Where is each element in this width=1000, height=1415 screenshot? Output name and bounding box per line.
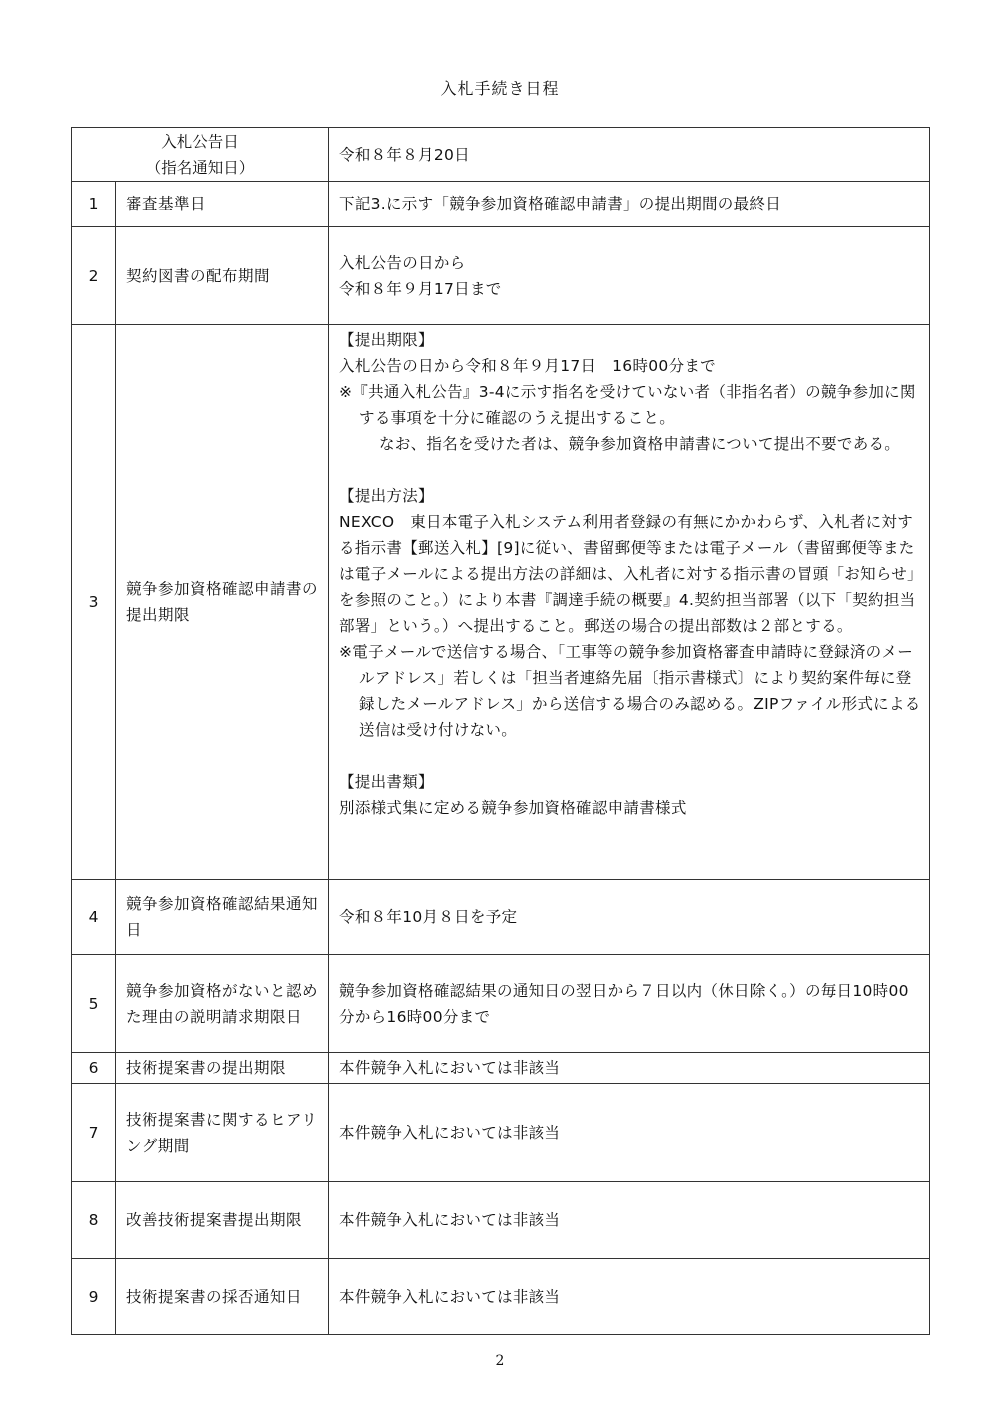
row-label: 審査基準日 xyxy=(116,182,329,227)
row-number: 8 xyxy=(72,1182,116,1259)
table-row xyxy=(72,325,930,880)
announcement-date-label-line: 入札公告日 xyxy=(161,132,239,151)
row-content: 令和８年10月８日を予定 xyxy=(329,880,930,955)
row-label: 技術提案書の提出期限 xyxy=(116,1053,329,1084)
table-row xyxy=(72,227,930,325)
announcement-date-label xyxy=(72,128,329,182)
row-content xyxy=(329,227,930,325)
deadline-note-2: なお、指名を受けた者は、競争参加資格申請書について提出不要である。 xyxy=(379,435,901,453)
method-heading: 【提出方法】 xyxy=(339,487,434,505)
row-label: 技術提案書の採否通知日 xyxy=(116,1259,329,1335)
row-label: 技術提案書に関するヒアリング期間 xyxy=(116,1084,329,1182)
row-number: 9 xyxy=(72,1259,116,1335)
row-number: 2 xyxy=(72,227,116,325)
table-row xyxy=(72,955,930,1053)
deadline-note: ※『共通入札公告』3-4に示す指名を受けていない者（非指名者）の競争参加に関する事項を十分に確認のうえ提出すること。 xyxy=(339,383,916,427)
row-content: 競争参加資格確認結果の通知日の翌日から７日以内（休日除く。）の毎日10時00分から16時00分まで xyxy=(329,955,930,1053)
table-row-announcement-date xyxy=(72,128,930,182)
row-label: 競争参加資格確認結果通知日 xyxy=(116,880,329,955)
table-row xyxy=(72,1182,930,1259)
row-number: 4 xyxy=(72,880,116,955)
docs-heading: 【提出書類】 xyxy=(339,773,434,791)
row-content: 本件競争入札においては非該当 xyxy=(329,1259,930,1335)
document-title: 入札手続き日程 xyxy=(440,79,560,98)
page-number: 2 xyxy=(495,1353,505,1369)
row-label: 改善技術提案書提出期限 xyxy=(116,1182,329,1259)
spacer xyxy=(339,743,921,769)
row-number: 5 xyxy=(72,955,116,1053)
content-line: 入札公告の日から xyxy=(339,253,466,272)
row-label: 契約図書の配布期間 xyxy=(116,227,329,325)
deadline-text: 入札公告の日から令和８年９月17日 16時00分まで xyxy=(339,357,716,375)
row-number: 7 xyxy=(72,1084,116,1182)
row-content: 本件競争入札においては非該当 xyxy=(329,1084,930,1182)
table-row xyxy=(72,1259,930,1335)
method-note: ※電子メールで送信する場合、「工事等の競争参加資格審査申請時に登録済のメールアドレス」若しくは「担当者連絡先届〔指示書様式〕により契約案件毎に登録したメールアドレス」から送信する場合のみ認める。ZIPファイル形式による送信は受け付けない。 xyxy=(339,643,921,739)
row-content: 下記3.に示す「競争参加資格確認申請書」の提出期間の最終日 xyxy=(329,182,930,227)
deadline-heading: 【提出期限】 xyxy=(339,331,434,349)
row-label: 競争参加資格がないと認めた理由の説明請求期限日 xyxy=(116,955,329,1053)
spacer xyxy=(339,457,921,483)
row-number: 6 xyxy=(72,1053,116,1084)
method-text: NEXCO 東日本電子入札システム利用者登録の有無にかかわらず、入札者に対する指示書【郵送入札】[9]に従い、書留郵便等または電子メール（書留郵便等または電子メールによる提出方法の詳細は、入札者に対する指示書の冒頭「お知らせ」を参照のこと。）により本書『調達手続の概要』4.契約担当部署（以下「契約担当部署」という。）へ提出すること。郵送の場合の提出部数は２部とする。 xyxy=(339,513,916,635)
row-number: 3 xyxy=(72,325,116,880)
row-label: 競争参加資格確認申請書の提出期限 xyxy=(116,325,329,880)
row-content xyxy=(329,325,930,880)
announcement-date-label-line: （指名通知日） xyxy=(145,158,255,177)
schedule-table xyxy=(71,127,930,1335)
docs-text: 別添様式集に定める競争参加資格確認申請書様式 xyxy=(339,799,687,817)
table-row xyxy=(72,880,930,955)
content-line: 令和８年９月17日まで xyxy=(339,279,502,298)
row-content: 本件競争入札においては非該当 xyxy=(329,1182,930,1259)
table-row xyxy=(72,182,930,227)
announcement-date-value: 令和８年８月20日 xyxy=(329,128,930,182)
table-row xyxy=(72,1053,930,1084)
row-number: 1 xyxy=(72,182,116,227)
table-row xyxy=(72,1084,930,1182)
row-content: 本件競争入札においては非該当 xyxy=(329,1053,930,1084)
